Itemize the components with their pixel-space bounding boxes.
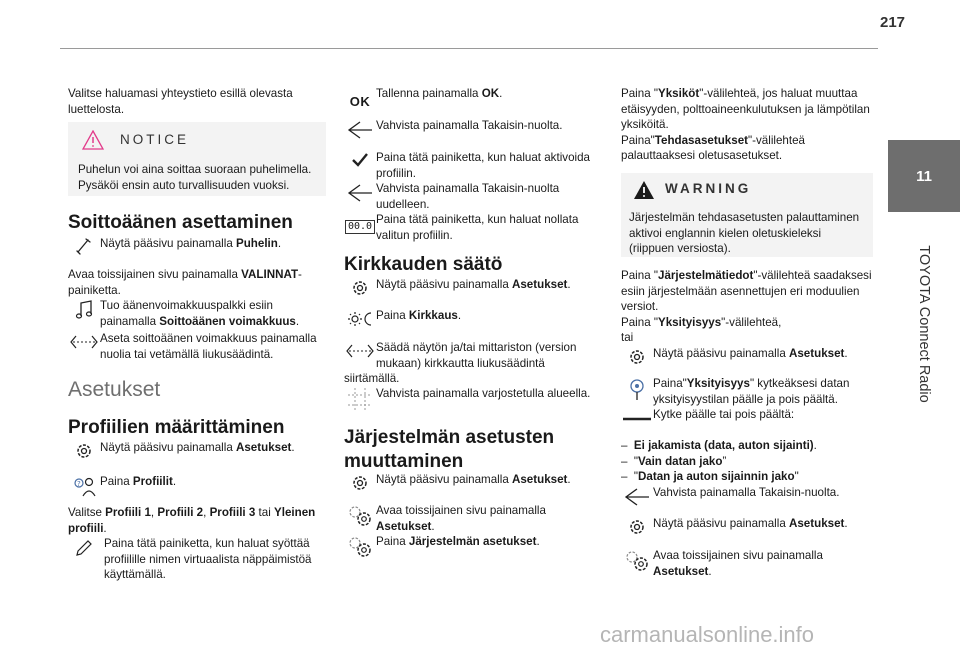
check-icon [344, 150, 376, 170]
back-arrow-icon [344, 181, 376, 205]
notice-box [68, 122, 326, 196]
gear-pair-icon [344, 503, 376, 529]
profiles-heading: Profiilien määrittäminen [68, 417, 285, 438]
music-note-icon [68, 298, 100, 322]
profiles-step-3: Paina tätä painiketta, kun haluat syöttää profiilille nimen virtuaalista näppäimistöä käyttämällä. [68, 536, 330, 583]
chapter-tab [888, 140, 960, 212]
ringtone-step-1: Näytä pääsivu painamalla Puhelin. [68, 236, 328, 256]
notice-title: NOTICE [120, 132, 190, 147]
brightness-step-2: Paina Kirkkaus. [344, 308, 596, 330]
sysinfo-para: Paina "Järjestelmätiedot"-välilehteä saadaksesi esiin järjestelmään asennettujen eri moduulien versiot. Paina "Yksityisyys"-välilehteä, tai [621, 269, 872, 344]
system-step-2: Avaa toissijainen sivu painamalla Asetukset. [344, 503, 596, 534]
brightness-step-1: Näytä pääsivu painamalla Asetukset. [344, 277, 596, 299]
profile-icon [68, 474, 100, 498]
brightness-heading: Kirkkauden säätö [344, 254, 503, 275]
brightness-icon [344, 308, 376, 330]
warning-box [621, 173, 873, 257]
gear-icon [621, 346, 653, 368]
brightness-step-3: Säädä näytön ja/tai mittariston (version mukaan) kirkkautta liukusäädintä [344, 340, 598, 371]
notice-body: Puhelun voi aina soittaa suoraan puhelimella. Pysäköi ensin auto turvallisuuden vuoksi. [78, 163, 312, 192]
ringtone-para: Avaa toissijainen sivu painamalla VALINNAT-painiketta. [68, 268, 302, 297]
phone-icon [68, 236, 100, 256]
ringtone-step-3: Aseta soittoäänen voimakkuus painamalla nuolia tai vetämällä liukusäädintä. [68, 331, 330, 362]
slider-arrows-icon [344, 340, 376, 362]
toggle-icon [621, 407, 653, 425]
gear-pair-icon [621, 548, 653, 574]
watermark: carmanualsonline.info [600, 622, 815, 647]
units-para: Paina "Yksiköt"-välilehteä, jos haluat muuttaa etäisyyden, polttoaineenkulutuksen ja lämpötilan yksiköitä. Paina"Tehdasasetukset"-välilehteä palauttaaksesi oletusasetukset. [621, 87, 870, 162]
grid-icon [344, 386, 376, 414]
list-item: – Ei jakamista (data, auton sijainti). [621, 439, 817, 452]
page-number: 217 [880, 14, 906, 31]
back-arrow-icon [344, 118, 376, 142]
ok-label-icon: OK [349, 94, 371, 109]
reset-step: 00.0 Paina tätä painiketta, kun haluat nollata valitun profiilin. [344, 212, 596, 243]
privacy-icon [621, 376, 653, 402]
list-item: – "Vain datan jako” [621, 454, 727, 468]
chapter-side-title [888, 214, 960, 434]
settings-heading: Asetukset [68, 378, 161, 401]
ringtone-heading: Soittoäänen asettaminen [68, 212, 293, 233]
back-arrow-icon [621, 485, 653, 509]
ringtone-step-2: Tuo äänenvoimakkuuspalkki esiin painamalla Soittoäänen voimakkuus. [68, 298, 330, 329]
slider-arrows-icon [68, 331, 100, 353]
gear-icon [344, 472, 376, 494]
privacy-step-1: Näytä pääsivu painamalla Asetukset. [621, 346, 879, 368]
warning-triangle-icon [82, 130, 104, 150]
gear-pair-icon [344, 534, 376, 560]
privacy-back-step: Vahvista painamalla Takaisin-nuolta. [621, 485, 879, 509]
gear-icon [344, 277, 376, 299]
intro-text: Valitse haluamasi yhteystieto esillä olevasta luettelosta. [68, 87, 293, 116]
warning-title: WARNING [665, 181, 752, 196]
system-heading: Järjestelmän asetusten muuttaminen [344, 427, 555, 472]
top-divider [60, 48, 878, 49]
profiles-step-1: Näytä pääsivu painamalla Asetukset. [68, 440, 330, 462]
warning-body: Järjestelmän tehdasasetusten palauttaminen aktivoi englannin kielen oletuskieleksi (riippuen versiosta). [629, 211, 860, 255]
chapter-number: 11 [916, 167, 932, 185]
pencil-icon [74, 538, 94, 563]
final-step-2: Avaa toissijainen sivu painamalla Asetukset. [621, 548, 879, 579]
brightness-step-3-continued: siirtämällä. [344, 372, 400, 385]
privacy-options-list [621, 438, 879, 485]
reset-button-icon: 00.0 [344, 212, 376, 234]
system-step-3: Paina Järjestelmän asetukset. [344, 534, 596, 560]
gear-icon [68, 440, 100, 462]
svg-text:?: ? [77, 480, 81, 488]
back-step-2: Vahvista painamalla Takaisin-nuolta uudelleen. [344, 181, 596, 212]
final-step-1: Näytä pääsivu painamalla Asetukset. [621, 516, 879, 538]
list-item: – "Datan ja auton sijainnin jako" [621, 470, 799, 483]
system-step-1: Näytä pääsivu painamalla Asetukset. [344, 472, 596, 494]
back-step-1: Vahvista painamalla Takaisin-nuolta. [344, 118, 594, 142]
side-title-text: TOYOTA Connect Radio [916, 245, 932, 403]
profiles-para: Valitse Profiili 1, Profiili 2, Profiili 3 tai Yleinen profiili. [68, 506, 316, 535]
privacy-step-3: Kytke päälle tai pois päältä: [621, 407, 879, 425]
brightness-step-4: Vahvista painamalla varjostetulla alueella. [344, 386, 598, 414]
gear-icon [621, 516, 653, 538]
privacy-step-2: Paina"Yksityisyys" kytkeäksesi datan yksityisyystilan päälle ja pois päältä. [621, 376, 879, 407]
ok-step: OK Tallenna painamalla OK. [344, 86, 594, 109]
check-step: Paina tätä painiketta, kun haluat aktivoida profiilin. [344, 150, 596, 181]
warning-triangle-icon [633, 180, 655, 200]
profiles-step-2: ? Paina Profiilit. [68, 474, 330, 498]
